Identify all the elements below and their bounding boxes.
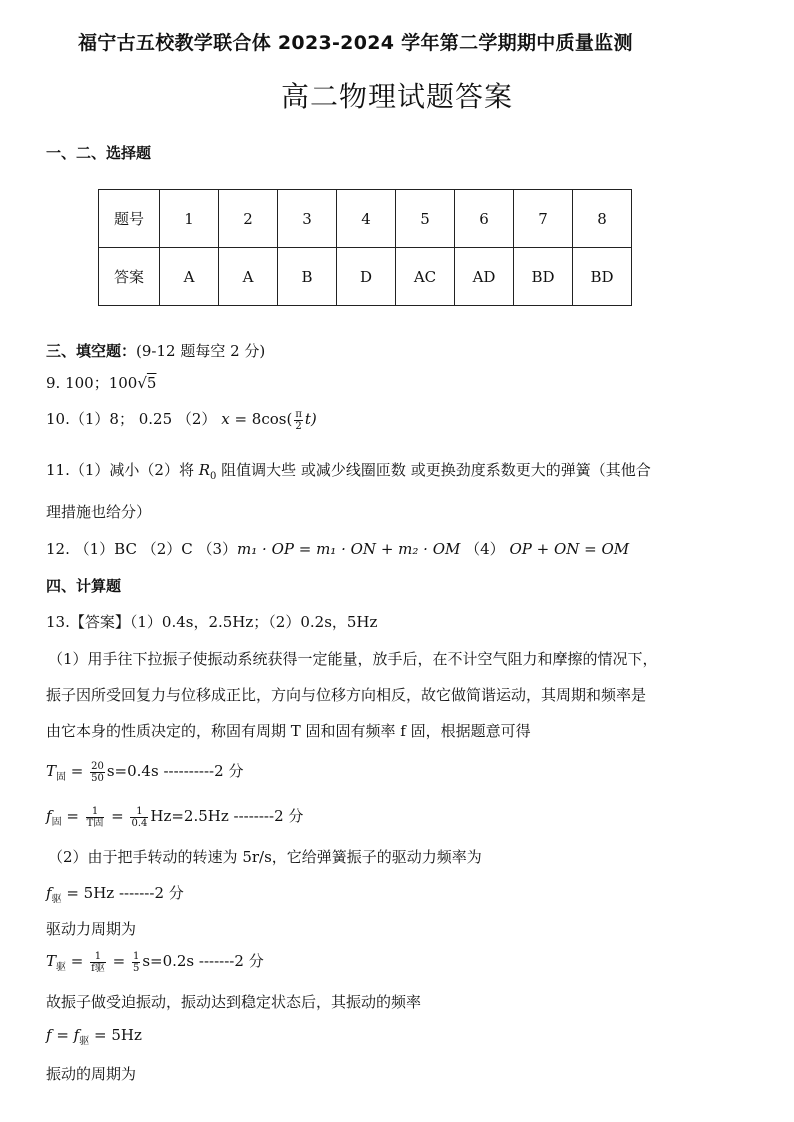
question-number: 6 (455, 190, 514, 248)
answer-cell: D (337, 248, 396, 306)
q12-answer (46, 538, 629, 559)
eq-tail: = 5Hz (89, 1026, 142, 1044)
q12-part4: （4） (460, 540, 510, 558)
eq-symbol: f (46, 807, 52, 825)
row-label-answer: 答案 (99, 248, 160, 306)
q9-text: 9. 100；100 (46, 374, 138, 392)
eq-equals: = (61, 807, 84, 825)
eq-tail: s=0.2s -------2 分 (142, 952, 264, 970)
para1-line3: 由它本身的性质决定的，称固有周期 T 固和固有频率 f 固，根据题意可得 (46, 722, 531, 740)
frac-denominator: 2 (295, 420, 302, 432)
q11-answer-line2: 理措施也给分） (46, 503, 152, 521)
frac-denominator: T固 (86, 817, 104, 829)
fill-heading: 三、填空题： (46, 342, 137, 360)
eq-tail: Hz=2.5Hz --------2 分 (150, 807, 304, 825)
eq-fraction-2 (130, 806, 148, 829)
question-number: 8 (573, 190, 632, 248)
eq-T-driving (46, 950, 264, 974)
answer-cell: AC (396, 248, 455, 306)
eq-lhs: f (46, 1026, 52, 1044)
q10-text: 10.（1）8； 0.25 （2） (46, 410, 217, 428)
eq-tail: s=0.4s ----------2 分 (106, 762, 244, 780)
q12-eq3: m₁ · OP = m₁ · ON + m₂ · OM (237, 540, 461, 558)
q9-answer (46, 372, 156, 393)
eq-equals-2: = (107, 952, 130, 970)
q11-text-a: 11.（1）减小（2）将 (46, 461, 199, 479)
answer-cell: A (219, 248, 278, 306)
eq-f-final (46, 1026, 142, 1047)
eq-symbol: T (46, 762, 57, 780)
q12-eq4: OP + ON = OM (509, 540, 630, 558)
line-last: 振动的周期为 (46, 1065, 137, 1083)
q10-eq-mid: = 8cos( (229, 410, 293, 428)
eq-subscript: 固 (51, 817, 62, 828)
frac-numerator: 1 (132, 950, 140, 962)
answer-cell: BD (514, 248, 573, 306)
para1-line2: 振子因所受回复力与位移成正比，方向与位移方向相反，故它做简谐运动，其周期和频率是 (46, 686, 647, 704)
eq-equals: = (66, 952, 89, 970)
line-forced: 故振子做受迫振动，振动达到稳定状态后，其振动的频率 (46, 993, 422, 1011)
q11-resistor-sub: 0 (210, 471, 217, 482)
eq-subscript: 固 (56, 772, 67, 783)
frac-numerator: π (295, 408, 302, 420)
q11-resistor: R (198, 461, 211, 479)
section-heading-fill (46, 340, 265, 361)
frac-numerator: 1 (130, 806, 148, 818)
section-heading-calc: 四、计算题 (46, 577, 122, 595)
eq-f-driving (46, 882, 184, 905)
question-number: 4 (337, 190, 396, 248)
q12-label: 12. （1）BC （2）C （3） (46, 540, 238, 558)
eq-equals: = (51, 1026, 74, 1044)
frac-numerator: 1 (90, 951, 106, 963)
q11-text-b: 阻值调大些 或减少线圈匝数 或更换劲度系数更大的弹簧（其他合 (216, 461, 651, 479)
q10-eq-lhs: x (221, 410, 230, 428)
eq-tail: = 5Hz -------2 分 (61, 884, 184, 902)
q13-answer: 13.【答案】（1）0.4s，2.5Hz；（2）0.2s，5Hz (46, 613, 378, 631)
table-row-numbers (99, 190, 632, 248)
eq-symbol: f (46, 884, 52, 902)
sqrt-symbol: √ (137, 374, 147, 392)
eq-T-natural (46, 760, 243, 784)
question-number: 3 (278, 190, 337, 248)
row-label-number: 题号 (99, 190, 160, 248)
eq-fraction-2 (132, 951, 140, 974)
eq-symbol: T (46, 952, 57, 970)
eq-subscript: 驱 (56, 962, 67, 973)
para1-line1: （1）用手往下拉振子使振动系统获得一定能量，放手后，在不计空气阻力和摩擦的情况下， (48, 650, 658, 668)
eq-fraction (86, 806, 105, 829)
frac-denominator: 0.4 (131, 817, 148, 829)
question-number: 2 (219, 190, 278, 248)
eq-subscript: 驱 (79, 1036, 90, 1047)
eq-equals-2: = (106, 807, 129, 825)
exam-header: 福宁古五校教学联合体 2023-2024 学年第二学期期中质量监测 (78, 32, 633, 54)
answer-cell: BD (573, 248, 632, 306)
q10-answer (46, 408, 317, 432)
question-number: 7 (514, 190, 573, 248)
frac-denominator: 5 (132, 962, 140, 974)
answer-cell: A (160, 248, 219, 306)
section-heading-choice: 一、二、选择题 (46, 144, 152, 162)
para2: （2）由于把手转动的转速为 5r/s，它给弹簧振子的驱动力频率为 (48, 848, 482, 866)
answer-cell: B (278, 248, 337, 306)
sqrt-radicand: 5 (146, 374, 157, 392)
eq-fraction (90, 761, 105, 784)
answer-cell: AD (455, 248, 514, 306)
eq-equals: = (66, 762, 89, 780)
line-period: 驱动力周期为 (46, 920, 137, 938)
table-row-answers (99, 248, 632, 306)
q11-answer-line1 (46, 459, 651, 482)
answer-table (98, 189, 632, 306)
frac-denominator: 50 (91, 772, 104, 784)
fill-note: (9-12 题每空 2 分) (136, 342, 266, 360)
q10-eq-end: t) (304, 410, 317, 428)
eq-f-natural (46, 805, 303, 829)
question-number: 1 (160, 190, 219, 248)
page-title: 高二物理试题答案 (280, 80, 513, 113)
eq-fraction (90, 951, 106, 974)
frac-denominator: f驱 (91, 962, 105, 974)
q10-fraction (294, 409, 303, 432)
frac-numerator: 20 (91, 760, 104, 772)
frac-numerator: 1 (86, 806, 105, 818)
eq-subscript: 驱 (51, 894, 62, 905)
question-number: 5 (396, 190, 455, 248)
eq-rhs: f (73, 1026, 80, 1044)
